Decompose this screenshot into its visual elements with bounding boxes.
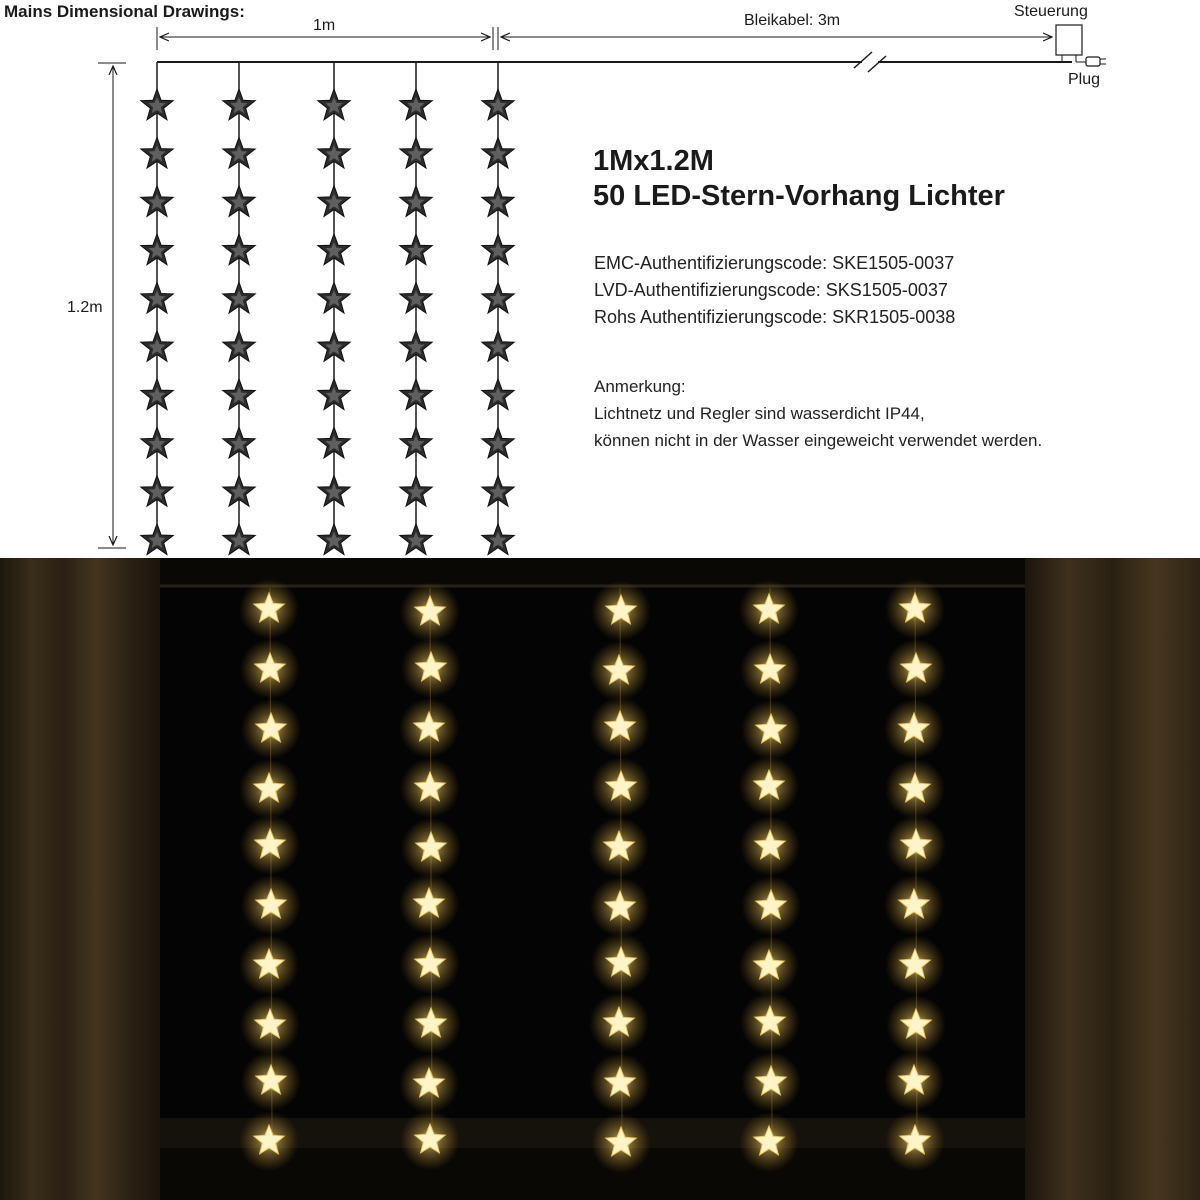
height-label: 1.2m <box>67 299 103 316</box>
cert-emc: EMC-Authentifizierungscode: SKE1505-0037 <box>594 253 955 273</box>
curtain-left <box>0 558 160 1200</box>
cable-break-mark-1 <box>854 52 872 68</box>
drawing-strands <box>141 62 514 555</box>
controller-box <box>1056 25 1082 55</box>
width-label: 1m <box>313 17 336 34</box>
cert-lvd: LVD-Authentifizierungscode: SKS1505-0037 <box>594 280 948 300</box>
plug-icon <box>1086 57 1100 66</box>
note-line-1: Lichtnetz und Regler sind wasserdicht IP44, <box>594 404 925 423</box>
drawing-header: Mains Dimensional Drawings: <box>4 2 245 21</box>
photo-graphic <box>0 558 1200 1200</box>
dimension-drawing <box>0 0 1200 558</box>
lead-cable-label: Bleikabel: 3m <box>744 12 841 29</box>
drawing-graphic <box>0 0 1200 558</box>
product-photo <box>0 558 1200 1200</box>
product-name: 50 LED-Stern-Vorhang Lichter <box>593 180 1005 212</box>
cert-rohs: Rohs Authentifizierungscode: SKR1505-0038 <box>594 307 956 327</box>
controller-label: Steuerung <box>1014 3 1088 20</box>
cable-break-mark-2 <box>868 56 886 72</box>
note-heading: Anmerkung: <box>594 377 686 396</box>
note-line-2: können nicht in der Wasser eingeweicht verwendet werden. <box>594 431 1043 450</box>
plug-label: Plug <box>1068 71 1101 88</box>
product-size: 1Mx1.2M <box>593 145 714 177</box>
curtain-right <box>1025 558 1200 1200</box>
